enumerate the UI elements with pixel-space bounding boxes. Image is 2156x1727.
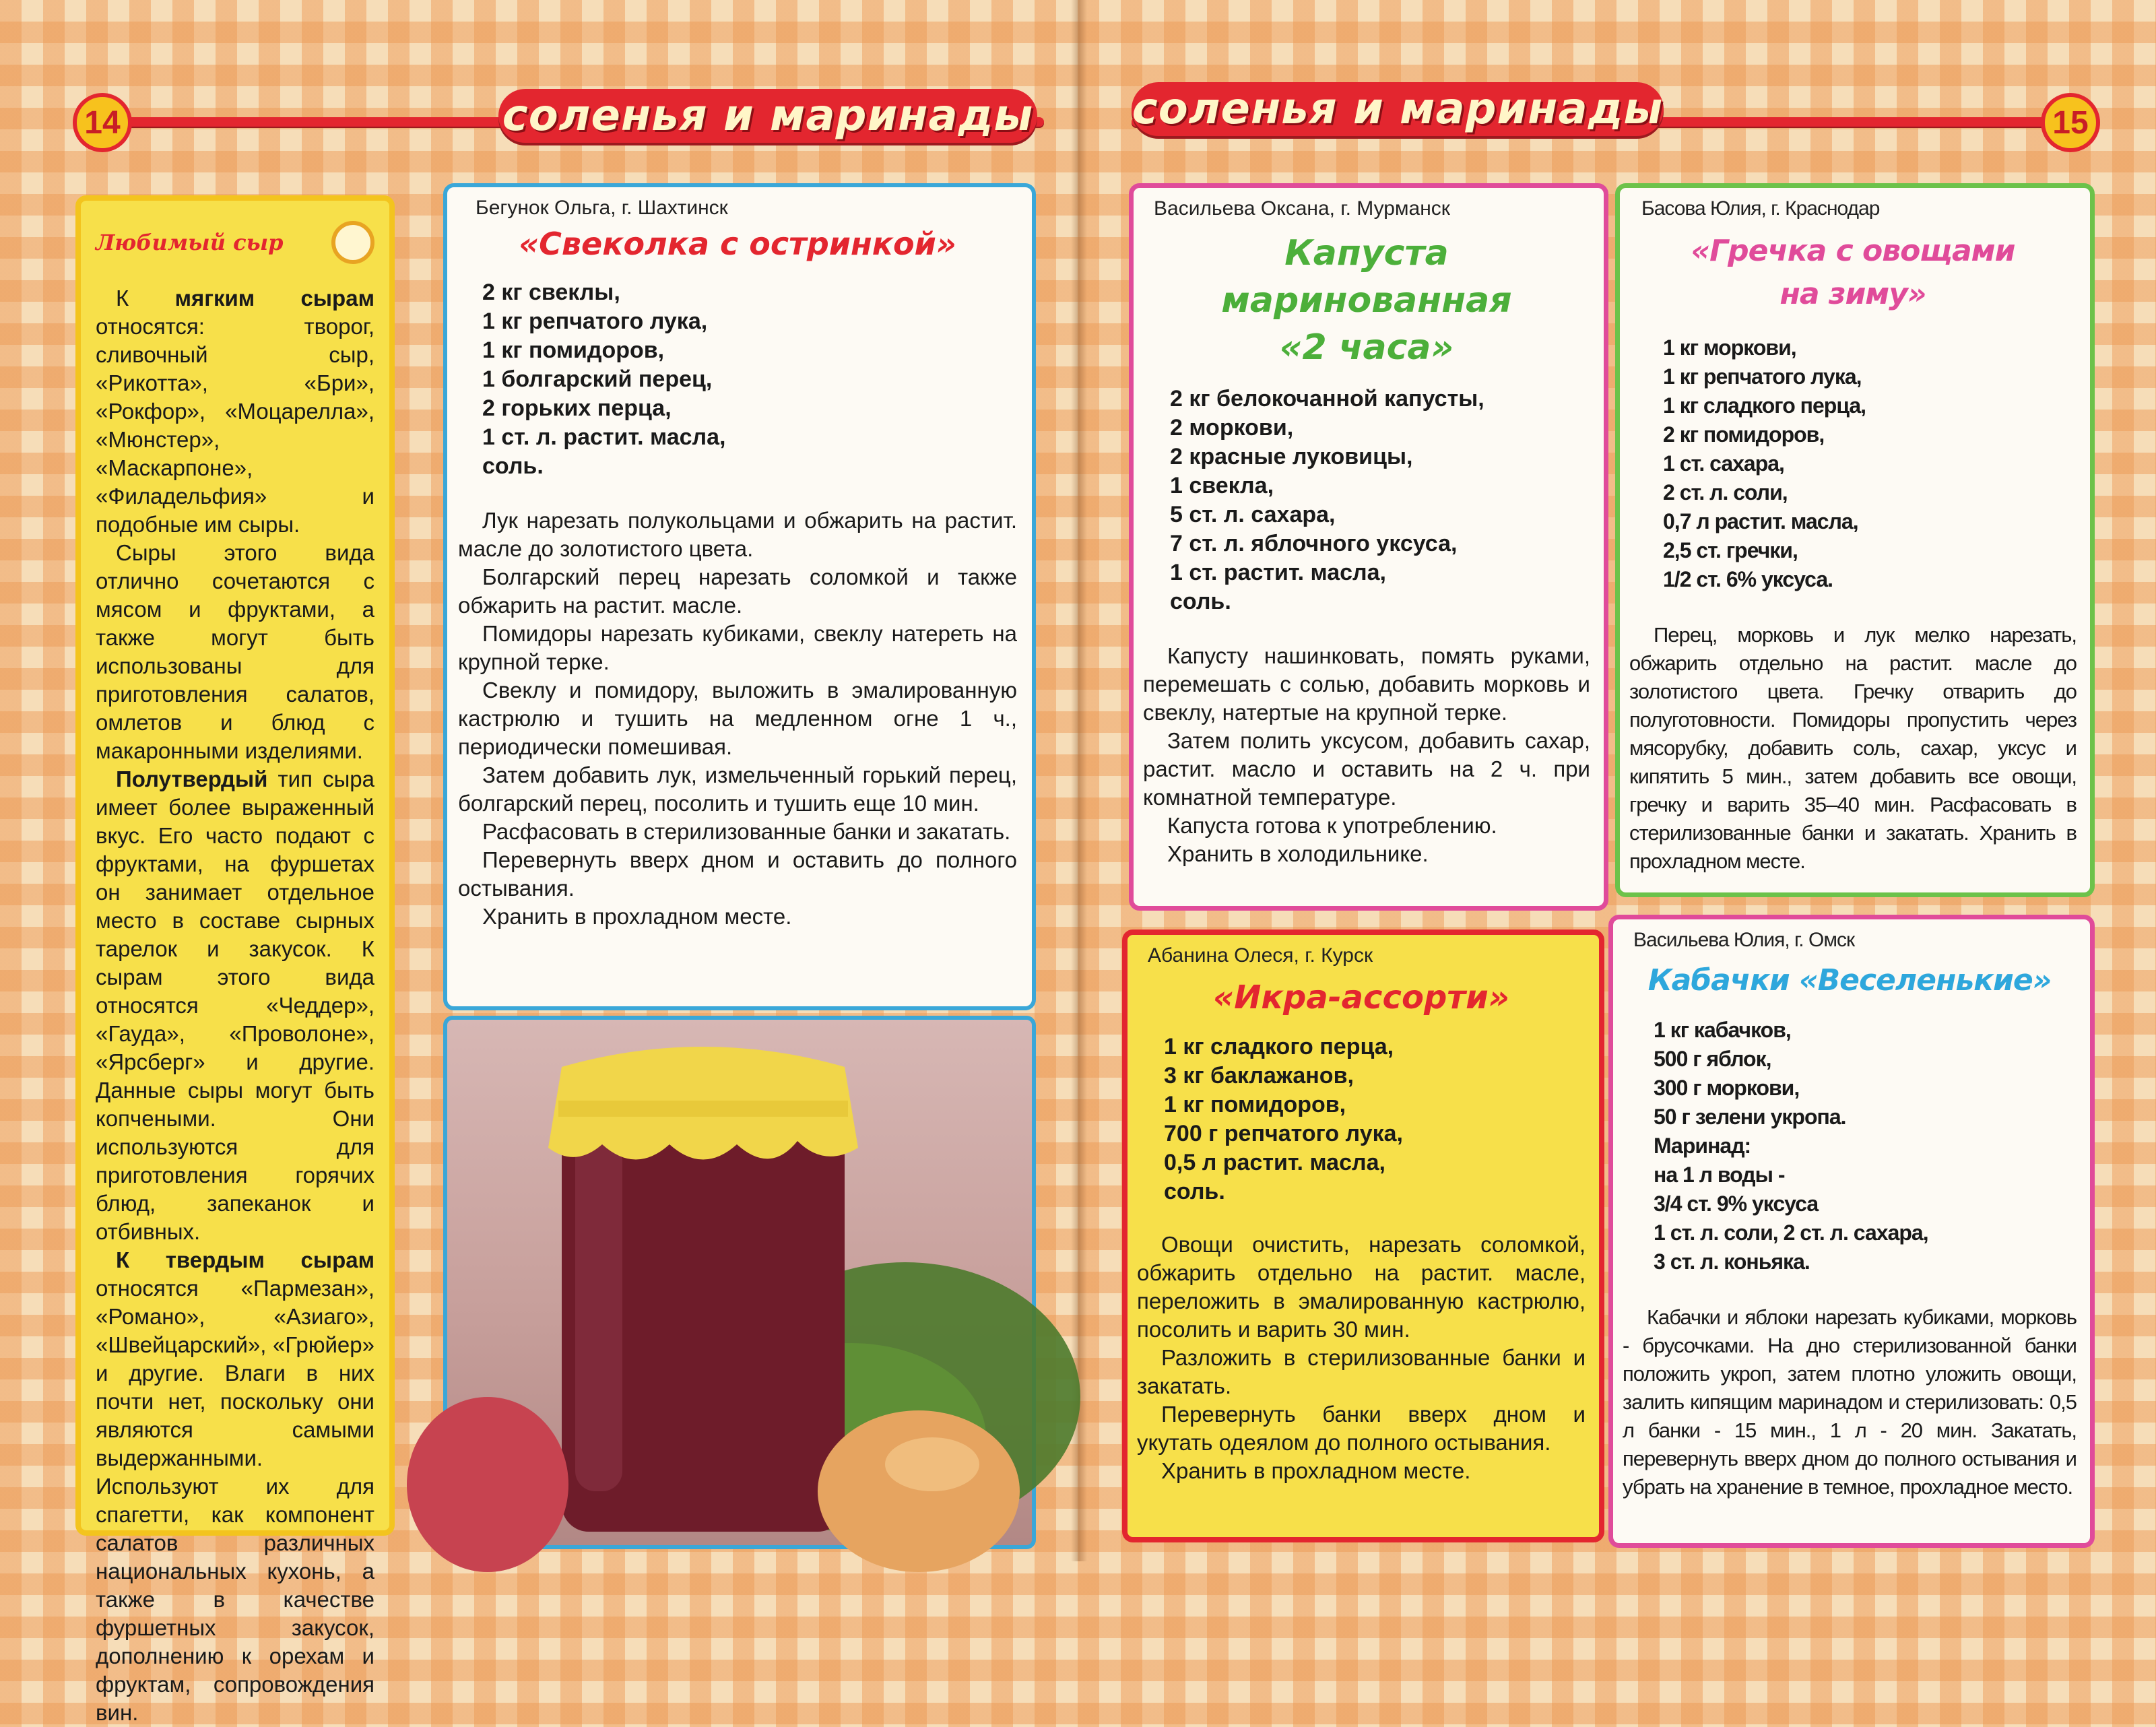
ingredient: 2,5 ст. гречки,: [1663, 538, 1798, 562]
ingredient: 700 г репчатого лука,: [1164, 1121, 1403, 1147]
ingredient: 1 ст. растит. масла,: [1170, 560, 1386, 585]
ingredient: 1 ст. л. соли, 2 ст. л. сахара,: [1654, 1220, 1928, 1245]
ingredient: 1 болгарский перец,: [482, 366, 713, 392]
recipe-cabbage: [1129, 183, 1608, 911]
recipe-step: Хранить в прохладном месте.: [1161, 1458, 1471, 1484]
ingredient: 50 г зелени укропа.: [1654, 1104, 1846, 1129]
ingredient: 1/2 ст. 6% уксуса.: [1663, 567, 1833, 591]
ingredient-list: [1164, 1033, 1586, 1206]
recipe-step: Перевернуть вверх дном и оставить до полного остывания.: [458, 847, 1017, 901]
recipe-step: Затем полить уксусом, добавить сахар, растит. масло и оставить на 2 ч. при комнатной температуре.: [1143, 728, 1590, 810]
page-number-left: 14: [73, 93, 132, 152]
recipe-title: «Икра-ассорти»: [1213, 979, 1509, 1016]
recipe-step: Помидоры нарезать кубиками, свеклу натереть на крупной терке.: [458, 620, 1017, 674]
recipe-step: Хранить в прохладном месте.: [482, 903, 792, 929]
ingredient: 1 кг репчатого лука,: [1663, 364, 1862, 389]
jar-photo: [443, 1016, 1036, 1549]
recipe-step: Расфасовать в стерилизованные банки и закатать.: [482, 818, 1011, 844]
ingredient: соль.: [1164, 1179, 1225, 1205]
cheese-sidebar: [75, 195, 395, 1725]
recipe-author: Абанина Олеся, г. Курск: [1148, 944, 1373, 967]
section-title-right: соленья и маринады: [1132, 82, 1664, 136]
sidebar-paragraph: Сыры этого вида отлично сочетаются с мясом и фруктами, а также могут быть использованы для приготовления салатов, омлетов и блюд с макаронными изделиями.: [96, 540, 374, 763]
ingredient: 0,5 л растит. масла,: [1164, 1150, 1385, 1176]
recipe-steps: [1137, 1231, 1586, 1485]
recipe-caviar: [1122, 930, 1604, 1542]
ingredient: 1 ст. сахара,: [1663, 451, 1784, 476]
recipe-step: Свеклу и помидору, выложить в эмалированную кастрюлю и тушить на медленном огне 1 ч., периодически помешивая.: [458, 677, 1017, 759]
ingredient: 1 кг помидоров,: [1164, 1092, 1346, 1118]
ingredient: 2 ст. л. соли,: [1663, 480, 1788, 504]
ingredient: 1 кг сладкого перца,: [1663, 393, 1866, 418]
recipe-title: Капуста маринованная «2 часа»: [1221, 233, 1512, 368]
recipe-steps: [1143, 642, 1590, 868]
ingredient: 2 кг белокочанной капусты,: [1170, 386, 1484, 412]
ingredient: 3/4 ст. 9% уксуса: [1654, 1191, 1819, 1216]
section-title-left: соленья и маринады: [498, 89, 1037, 143]
ingredient: 500 г яблок,: [1654, 1046, 1771, 1071]
page-number-right: 15: [2041, 93, 2100, 152]
ingredient: 2 кг помидоров,: [1663, 422, 1825, 447]
recipe-step: Перевернуть банки вверх дном и укутать одеялом до полного остывания.: [1137, 1402, 1586, 1456]
recipe-step: Капусту нашинковать, помять руками, перемешать с солью, добавить морковь и свеклу, натертые на крупной терке.: [1143, 643, 1590, 725]
recipe-author: Васильева Оксана, г. Мурманск: [1154, 197, 1450, 220]
recipe-step: Лук нарезать полукольцами и обжарить на растит. масле до золотистого цвета.: [458, 507, 1017, 561]
ingredient: 1 кг репчатого лука,: [482, 308, 708, 334]
ingredient: 3 кг баклажанов,: [1164, 1063, 1354, 1089]
recipe-step: Хранить в холодильнике.: [1167, 841, 1429, 866]
recipe-steps: [1623, 1303, 2077, 1501]
ingredient: соль.: [482, 453, 544, 479]
ingredient: 0,7 л растит. масла,: [1663, 509, 1858, 533]
recipe-step: Перец, морковь и лук мелко нарезать, обжарить отдельно на растит. масле до золотистого цвета. Гречку отварить до полуготовности. Помидоры пропустить через мясорубку, добавить соль, сахар, уксус и кипятить 5 мин., затем добавить все овощи, гречку и варить 35–40 мин. Расфасовать в стерилизованные банки и закатать. Хранить в прохладном месте.: [1629, 623, 2077, 873]
jar-illustration: [447, 1020, 1032, 1545]
sidebar-paragraph: Полутвердый тип сыра имеет более выраженный вкус. Его часто подают с фруктами, на фуршетах он занимает отдельное место в составе сырных тарелок и закусок. К сырам этого вида относятся «Чеддер», «Гауда», «Проволоне», «Ярсберг» и другие. Данные сыры могут быть копчеными. Они используются для приготовления горячих блюд, запеканок и отбивных.: [96, 767, 374, 1244]
recipe-title: «Свеколка с остринкой»: [519, 226, 956, 262]
recipe-buckwheat: [1615, 183, 2095, 897]
recipe-title: «Гречка с овощами на зиму»: [1691, 234, 2015, 311]
ingredient: на 1 л воды -: [1654, 1162, 1785, 1187]
recipe-title: Кабачки «Веселенькие»: [1647, 963, 2052, 998]
ingredient-list: [482, 278, 1017, 481]
cheese-badge-icon: [331, 221, 374, 264]
recipe-author: Басова Юлия, г. Краснодар: [1641, 197, 1880, 220]
sidebar-paragraph: К твердым сырам относятся «Пармезан», «Романо», «Азиаго», «Швейцарский», «Грюйер» и другие. Влаги в них почти нет, поскольку они являются самыми выдержанными. Используют их для спагетти, как компонент салатов различных национальных кухонь, а также в качестве фуршетных закусок, дополнению к орехам и фруктам, сопровождения вин.: [96, 1247, 374, 1725]
ingredient: 1 кг сладкого перца,: [1164, 1034, 1394, 1060]
ingredient: соль.: [1170, 589, 1231, 614]
sidebar-paragraph: К мягким сырам относятся: творог, сливочный сыр, «Рикотта», «Бри», «Рокфор», «Моцарелла», «Мюнстер», «Маскарпоне», «Филадельфия» и подобные им сыры.: [96, 286, 374, 537]
ingredient-list: [1654, 1016, 2077, 1276]
ingredient: 3 ст. л. коньяка.: [1654, 1249, 1810, 1274]
recipe-step: Разложить в стерилизованные банки и закатать.: [1137, 1345, 1586, 1399]
recipe-author: Васильева Юлия, г. Омск: [1633, 929, 1855, 951]
ingredient-list: [1663, 333, 2077, 594]
ingredient: 1 ст. л. растит. масла,: [482, 424, 726, 450]
ingredient: 2 горьких перца,: [482, 395, 672, 421]
recipe-step: Овощи очистить, нарезать соломкой, обжарить отдельно на растит. масле, переложить в эмалированную кастрюлю, посолить и варить 30 мин.: [1137, 1232, 1586, 1342]
ingredient: 2 кг свеклы,: [482, 279, 620, 305]
recipe-steps: [1629, 621, 2077, 876]
ingredient: Маринад:: [1654, 1133, 1751, 1158]
ingredient: 1 свекла,: [1170, 473, 1274, 498]
recipe-step: Затем добавить лук, измельченный горький перец, болгарский перец, посолить и тушить еще 10 мин.: [458, 762, 1017, 816]
recipe-steps: [458, 507, 1017, 931]
ingredient: 2 красные луковицы,: [1170, 444, 1413, 469]
ingredient: 7 ст. л. яблочного уксуса,: [1170, 531, 1458, 556]
recipe-step: Капуста готова к употреблению.: [1167, 813, 1497, 838]
page-gutter: [1071, 0, 1087, 1561]
sidebar-title: Любимый сыр: [96, 221, 374, 264]
recipe-step: Болгарский перец нарезать соломкой и также обжарить на растит. масле.: [458, 564, 1017, 618]
recipe-author: Бегунок Ольга, г. Шахтинск: [476, 197, 728, 219]
ingredient: 1 кг кабачков,: [1654, 1017, 1791, 1042]
ingredient: 1 кг помидоров,: [482, 337, 665, 363]
ingredient: 1 кг моркови,: [1663, 335, 1796, 360]
ingredient-list: [1170, 385, 1590, 616]
ingredient: 5 ст. л. сахара,: [1170, 502, 1336, 527]
recipe-beets: [443, 183, 1036, 1010]
ingredient: 2 моркови,: [1170, 415, 1294, 441]
recipe-step: Кабачки и яблоки нарезать кубиками, морковь - брусочками. На дно стерилизованной банки положить укроп, затем плотно уложить овощи, залить кипящим маринадом и стерилизовать: 0,5 л банки - 15 мин., 1 л - 20 мин. Закатать, перевернуть вверх дном до полного остывания и убрать на хранение в темное, прохладное место.: [1623, 1305, 2077, 1499]
recipe-zucchini: [1608, 915, 2095, 1548]
ingredient: 300 г моркови,: [1654, 1075, 1800, 1100]
